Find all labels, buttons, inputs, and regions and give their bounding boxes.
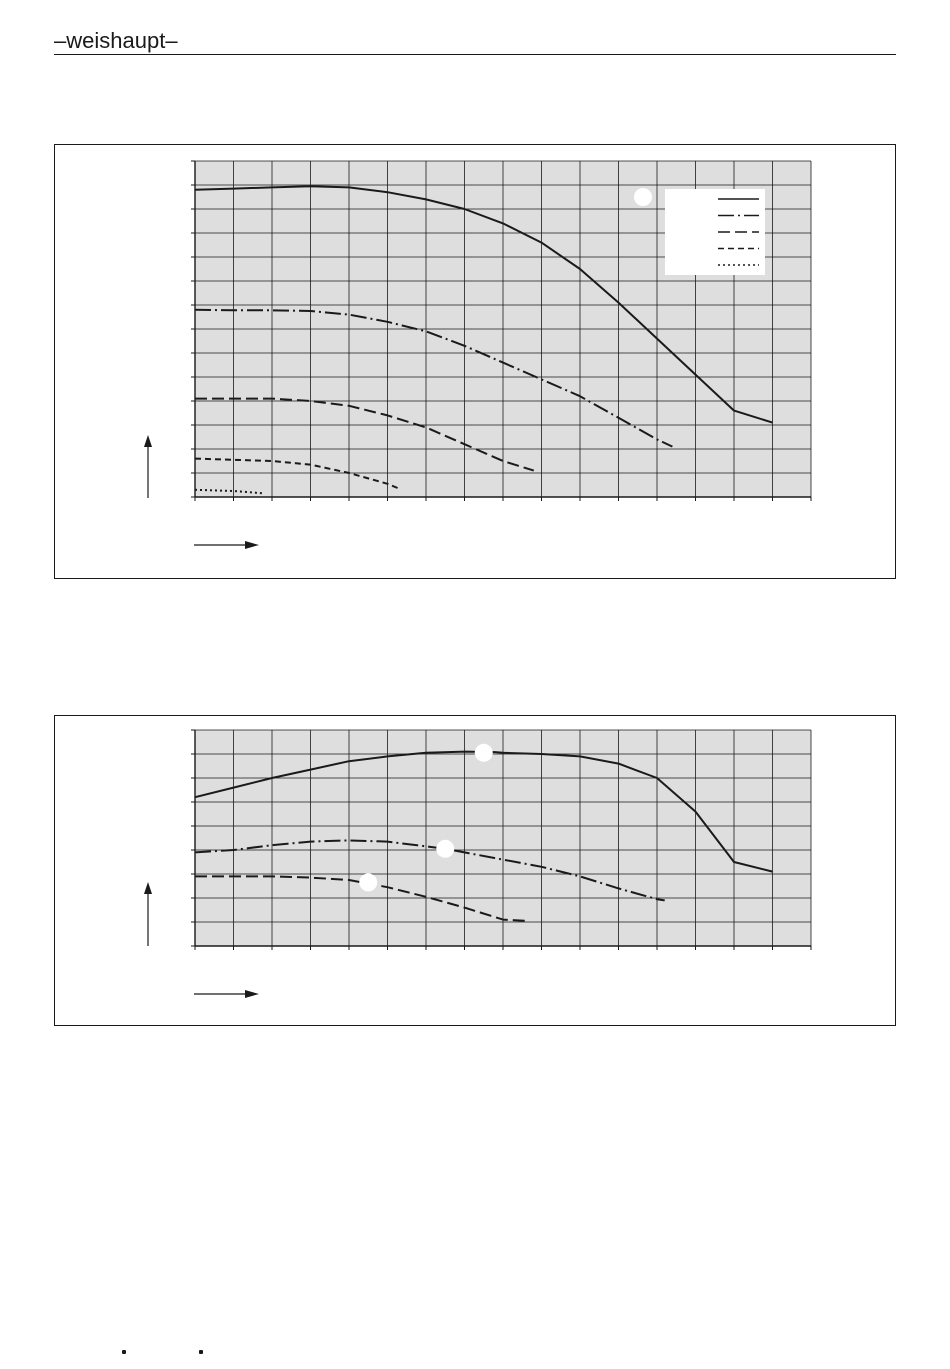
footer-mark-2 <box>199 1350 203 1354</box>
brand-logo <box>54 28 178 54</box>
chart-panel-1 <box>54 144 896 579</box>
chart-2 <box>55 716 895 1025</box>
curve-marker-2 <box>436 840 454 858</box>
legend-marker <box>634 188 652 206</box>
curve-marker-1 <box>475 744 493 762</box>
x-direction-arrow-icon <box>245 541 259 549</box>
brand-name: weishaupt <box>66 28 166 53</box>
header-rule <box>54 54 896 55</box>
chart-1 <box>55 145 895 578</box>
x-direction-arrow-icon <box>245 990 259 998</box>
brand-dash-left: – <box>54 28 67 53</box>
curve-marker-3 <box>359 873 377 891</box>
page-header <box>54 28 896 56</box>
y-direction-arrow-icon <box>144 435 152 447</box>
chart-panel-2 <box>54 715 896 1026</box>
y-direction-arrow-icon <box>144 882 152 894</box>
legend-box <box>665 189 765 275</box>
footer-mark-1 <box>122 1350 126 1354</box>
brand-dash-right: – <box>165 28 178 53</box>
